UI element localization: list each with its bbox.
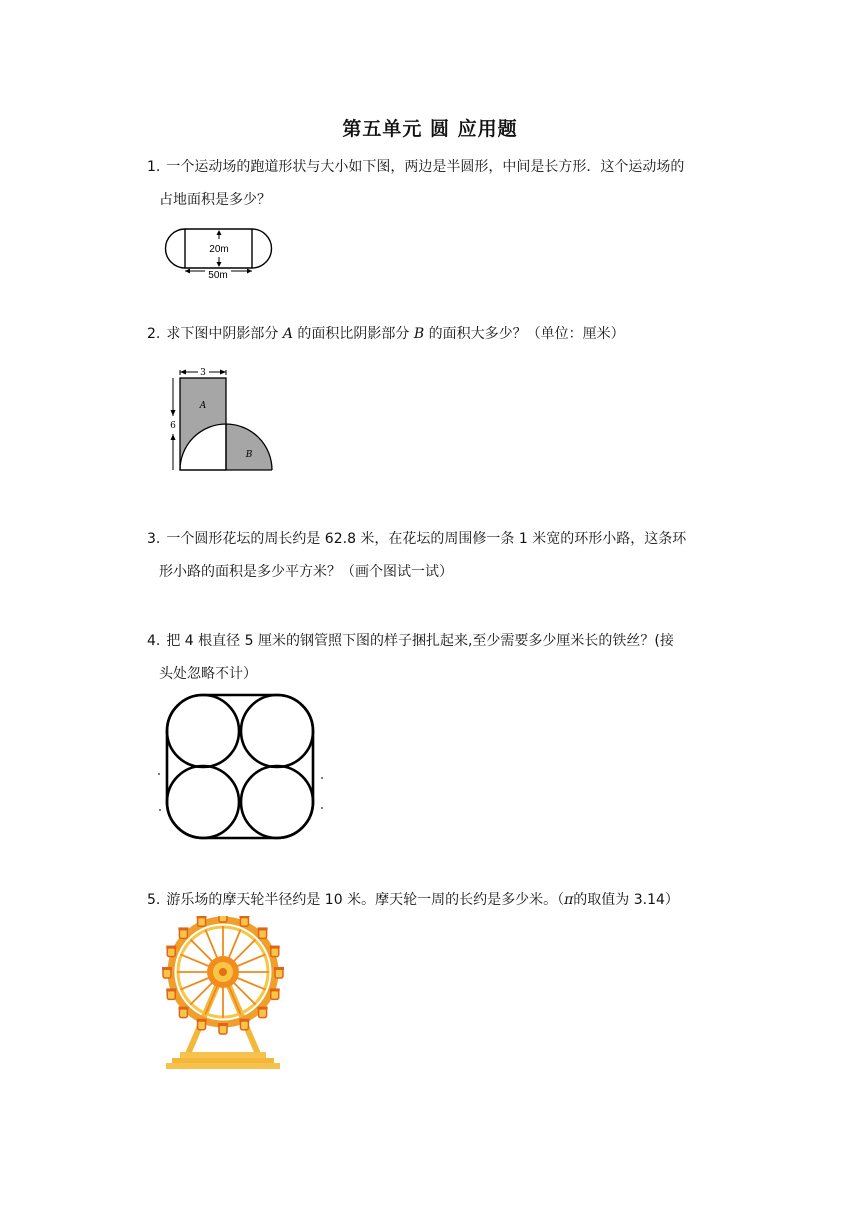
cabin bbox=[274, 967, 284, 978]
shaded-area-figure bbox=[164, 364, 278, 474]
question-text: 游乐场的摩天轮半径约是 10 米。摩天轮一周的长约是多少米。（ bbox=[166, 892, 565, 908]
region-b bbox=[226, 424, 272, 470]
pipes-figure bbox=[156, 688, 326, 842]
side-label: 6 bbox=[170, 421, 176, 431]
question-text: 的取值为 3.14） bbox=[573, 892, 679, 908]
cabin bbox=[258, 1007, 268, 1018]
cabin bbox=[270, 946, 280, 957]
region-a-label: A bbox=[199, 401, 207, 411]
variable-a: A bbox=[282, 326, 293, 342]
base-middle bbox=[172, 1058, 274, 1063]
cabin bbox=[178, 927, 188, 938]
cabin bbox=[270, 988, 280, 999]
cabin bbox=[218, 1023, 228, 1034]
question-text: 求下图中阴影部分 bbox=[166, 326, 279, 342]
cabin bbox=[197, 1019, 207, 1030]
question-3 bbox=[147, 523, 737, 589]
question-text: 一个圆形花坛的周长约是 62.8 米，在花坛的周围修一条 1 米宽的环形小路，这条环 bbox=[166, 531, 687, 547]
track-figure bbox=[164, 226, 276, 280]
region-b-label: B bbox=[245, 450, 253, 460]
cabin bbox=[258, 927, 268, 938]
pi-symbol: π bbox=[564, 892, 574, 908]
cabin bbox=[239, 1019, 249, 1030]
variable-b: B bbox=[413, 326, 425, 342]
question-number: 4. bbox=[147, 633, 161, 649]
ferris-wheel-image bbox=[152, 916, 294, 1074]
question-text: 把 4 根直径 5 厘米的钢管照下图的样子捆扎起来,至少需要多少厘米长的铁丝？(接 bbox=[166, 633, 674, 649]
question-2 bbox=[147, 318, 737, 351]
question-number: 5. bbox=[147, 892, 161, 908]
base-bottom bbox=[166, 1063, 280, 1069]
cabin bbox=[166, 946, 176, 957]
cabin bbox=[197, 916, 207, 926]
question-5 bbox=[147, 884, 737, 917]
base-top bbox=[180, 1052, 266, 1058]
track-length-label: 50m bbox=[208, 270, 228, 280]
cabin bbox=[162, 967, 172, 978]
question-number: 2. bbox=[147, 326, 161, 342]
cabin bbox=[239, 916, 249, 926]
cabin bbox=[166, 988, 176, 999]
cabin bbox=[178, 1007, 188, 1018]
question-text-cont: 形小路的面积是多少平方米？（画个图试一试） bbox=[159, 564, 453, 580]
question-text-cont: 占地面积是多少？ bbox=[159, 192, 271, 208]
question-1 bbox=[147, 151, 737, 217]
question-text: 的面积大多少？（单位：厘米） bbox=[428, 326, 625, 342]
question-text: 的面积比阴影部分 bbox=[297, 326, 410, 342]
wire-outline bbox=[167, 695, 313, 838]
top-label: 3 bbox=[200, 368, 206, 378]
question-number: 1. bbox=[147, 159, 161, 175]
question-4 bbox=[147, 625, 737, 691]
cabin bbox=[218, 916, 228, 922]
page-title: 第五单元 圆 应用题 bbox=[342, 118, 518, 140]
question-number: 3. bbox=[147, 531, 161, 547]
question-text-cont: 头处忽略不计） bbox=[159, 666, 257, 682]
hub-center bbox=[219, 968, 227, 976]
track-width-label: 20m bbox=[209, 244, 229, 255]
question-text: 一个运动场的跑道形状与大小如下图，两边是半圆形，中间是长方形．这个运动场的 bbox=[166, 159, 685, 175]
